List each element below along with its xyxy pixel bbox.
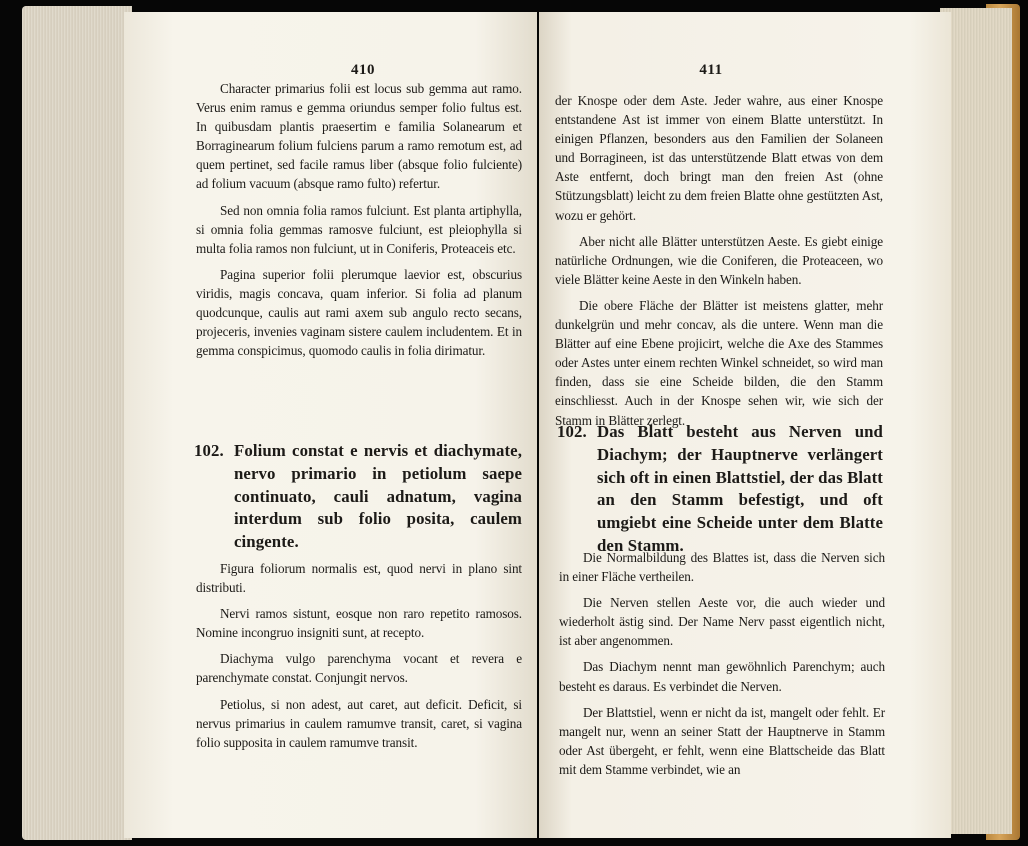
paragraph: Das Diachym nennt man gewöhnlich Parenchym; auch besteht es daraus. Es verbindet die Nerven.	[559, 659, 885, 694]
page-number-left: 410	[351, 62, 375, 78]
paragraph: Aber nicht alle Blätter unterstützen Aeste. Es giebt einige natürliche Ordnungen, wie die Coniferen, die Proteaceen, wo viele Blätter keine Aeste in den Winkeln haben.	[555, 233, 883, 287]
paragraph: Figura foliorum normalis est, quod nervi in plano sint distributi.	[196, 561, 522, 596]
paragraph: Pagina superior folii plerumque laevior est, obscurius viridis, magis concava, quam inferior. Si folia ad planum quodcunque, caulis aut rami axem sub angulo recto secans, projeceris, invenies vaginam sistere caulem includentem. Et in gemma conspicimus, quomodo caulis in folia dirimatur.	[196, 266, 522, 359]
paragraph: Character primarius folii est locus sub gemma aut ramo. Verus enim ramus e gemma oriundus semper folio fultus est. In quibusdam plantis praesertim e familia Solanearum et Borraginearum folium fulciens parum a ramo remotum est, ad quem pertinet, sed facile ramus liber (absque folio fulciente) ad folium vacuum (absque ramo fulto) refertur.	[196, 81, 522, 192]
left-text-section-b	[196, 559, 522, 752]
paragraph: der Knospe oder dem Aste. Jeder wahre, aus einer Knospe entstandene Ast ist immer von einem Blatte unterstützt. In einigen Pflanzen, besonders aus den Familien der Solaneen und Borragineen, ist das unterstützende Blatt etwas von dem Aste entfernt, doch bringt man den freien Ast (ohne Stützungsblatt) leicht zu dem freien Blatte ohne gestützten Ast, wozu er gehört.	[555, 93, 883, 223]
page-number-right: 411	[699, 62, 723, 78]
section-heading-right	[557, 421, 883, 558]
paragraph: Sed non omnia folia ramos fulciunt. Est planta artiphylla, si omnia folia gemmas ramosve fulciunt, est pleiophylla si multa folia ramos non fulciunt, ut in Coniferis, Proteaceis etc.	[196, 202, 522, 256]
section-number: 102.	[194, 441, 224, 460]
left-page-edges	[22, 6, 132, 840]
paragraph: Die Normalbildung des Blattes ist, dass die Nerven sich in einer Fläche vertheilen.	[559, 550, 885, 585]
right-text-section-b	[559, 548, 885, 779]
left-text-section-a	[196, 79, 522, 360]
paragraph: Nervi ramos sistunt, eosque non raro repetito ramosos. Nomine incongruo insigniti sunt, at recepto.	[196, 606, 522, 641]
paragraph: Die Nerven stellen Aeste vor, die auch wieder und wiederholt ästig sind. Der Name Nerv passt eigentlich nicht, ist aber angenommen.	[559, 595, 885, 649]
section-number: 102.	[557, 422, 587, 441]
section-heading-text: Folium constat e nervis et diachymate, nervo primario in petiolum saepe continuato, cauli adnatum, vagina interdum sub folio posita, caulem cingente.	[234, 441, 522, 552]
right-page	[539, 12, 951, 838]
paragraph: Der Blattstiel, wenn er nicht da ist, mangelt oder fehlt. Er mangelt nur, wenn an seiner Statt der Hauptnerve in Stamm oder Ast übergeht, er fehlt, wenn eine Blattscheide das Blatt mit dem Stamme verbindet, wie an	[559, 704, 885, 777]
left-page	[124, 12, 537, 838]
paragraph: Diachyma vulgo parenchyma vocant et revera e parenchymate constat. Conjungit nervos.	[196, 651, 522, 686]
right-text-section-a	[555, 91, 883, 430]
paragraph: Die obere Fläche der Blätter ist meistens glatter, mehr dunkelgrün und mehr concav, als die untere. Wenn man die Blätter auf eine Ebene projicirt, welche die Axe des Stammes oder Astes unter einem rechten Winkel schneidet, so wird man finden, dass sie eine Scheide bilden, die den Stamm einschliesst. Auch in der Knospe sehen wir, wie sich der Stamm in Blätter zerlegt.	[555, 297, 883, 428]
section-heading-text: Das Blatt besteht aus Nerven und Diachym; der Hauptnerve verlängert sich oft in einen Blattstiel, der das Blatt an den Stamm befestigt, und oft umgiebt eine Scheide unter dem Blatte den Stamm.	[597, 422, 883, 555]
section-heading-left	[194, 440, 522, 554]
paragraph: Petiolus, si non adest, aut caret, aut deficit. Deficit, si nervus primarius in caulem ramumve transit, caret, si vagina folio supposita in caulem ramumve transit.	[196, 696, 522, 750]
